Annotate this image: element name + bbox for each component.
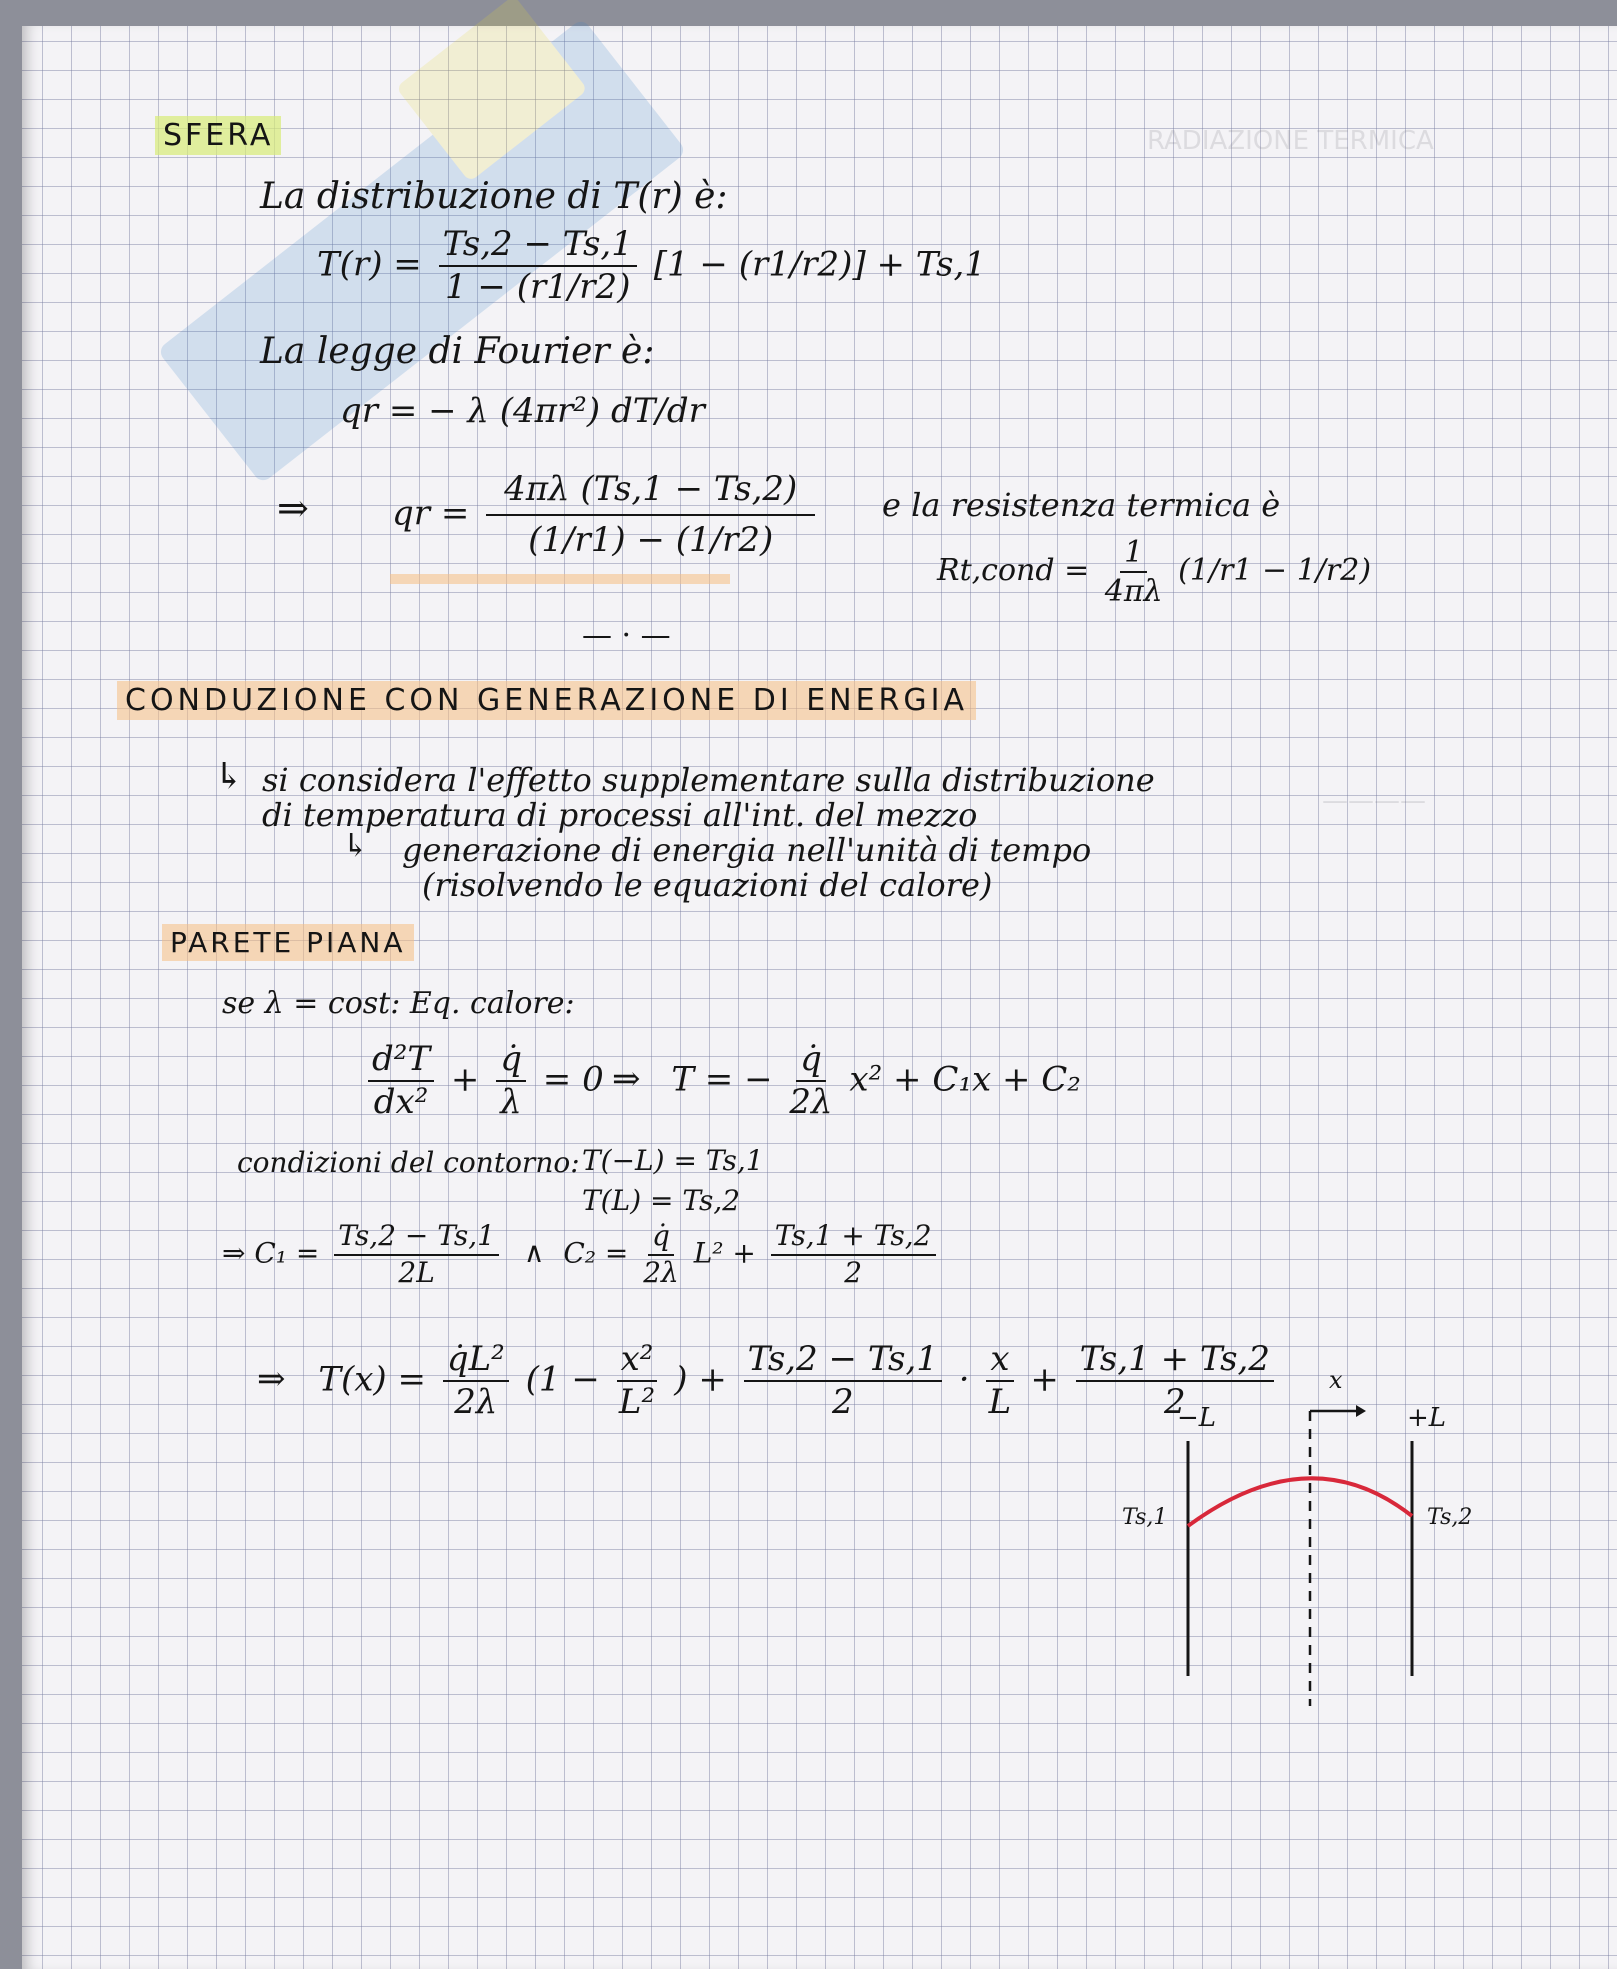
general-solution bbox=[612, 1041, 1081, 1122]
qr-lhs: qr = bbox=[392, 493, 470, 534]
generation-term-numerator: q̇ bbox=[496, 1041, 526, 1082]
second-derivative-numerator: d²T bbox=[368, 1041, 434, 1082]
final-fraction-5-denominator: 2 bbox=[1164, 1382, 1186, 1423]
ts1-label: Ts,1 bbox=[1122, 1505, 1168, 1530]
section-separator: — · — bbox=[582, 618, 671, 653]
equals-zero: = 0 bbox=[542, 1059, 604, 1100]
bleed-through-text: ———— bbox=[1322, 786, 1426, 816]
resistance-bracket: (1/r1 − 1/r2) bbox=[1178, 553, 1372, 588]
boundary-condition-1: T(−L) = Ts,1 bbox=[582, 1144, 764, 1177]
c2-gen-fraction bbox=[643, 1221, 679, 1289]
second-derivative-denominator: dx² bbox=[373, 1082, 429, 1123]
final-fraction-3-denominator: 2 bbox=[831, 1382, 854, 1423]
final-fraction-5-numerator: Ts,1 + Ts,2 bbox=[1076, 1341, 1274, 1382]
solution-rest: x² + C₁x + C₂ bbox=[849, 1059, 1081, 1100]
thermal-resistance-equation bbox=[937, 536, 1371, 608]
c2-lhs: C₂ = bbox=[563, 1236, 629, 1270]
x-axis-label: x bbox=[1329, 1366, 1343, 1394]
section-heading-sfera: SFERA bbox=[155, 116, 281, 155]
t-denominator: 1 − (r1/r2) bbox=[444, 267, 631, 308]
resistance-intro: e la resistenza termica è bbox=[882, 486, 1281, 524]
solution-numerator: q̇ bbox=[796, 1041, 826, 1082]
section-heading-parete-piana: PARETE PIANA bbox=[162, 924, 414, 961]
final-dot: · bbox=[958, 1359, 970, 1400]
t-fraction bbox=[439, 226, 637, 307]
ts2-label: Ts,2 bbox=[1427, 1505, 1473, 1530]
c1-fraction bbox=[334, 1221, 499, 1289]
minus-l-label: −L bbox=[1177, 1403, 1217, 1433]
subpoint-arrow: ↳ bbox=[214, 756, 245, 797]
boundary-conditions-label: condizioni del contorno: bbox=[237, 1146, 580, 1179]
x-axis-arrowhead bbox=[1356, 1405, 1366, 1417]
final-arrow: ⇒ bbox=[257, 1359, 286, 1400]
fourier-equation: qr = − λ (4πr²) dT/dr bbox=[340, 391, 705, 431]
generation-line-1: si considera l'effetto supplementare sulla distribuzione bbox=[262, 761, 1155, 799]
resistance-lhs: Rt,cond = bbox=[937, 553, 1090, 588]
heat-rate-equation bbox=[392, 471, 821, 560]
c2-gen-numerator: q̇ bbox=[648, 1221, 674, 1256]
qr-numerator: 4πλ (Ts,1 − Ts,2) bbox=[486, 471, 815, 516]
solution-lhs: T = − bbox=[671, 1059, 773, 1100]
c1-lhs: ⇒ C₁ = bbox=[222, 1236, 320, 1270]
and-symbol: ∧ bbox=[523, 1236, 545, 1270]
generation-line-3: generazione di energia nell'unità di tempo bbox=[402, 831, 1092, 869]
generation-term bbox=[496, 1041, 526, 1122]
final-lhs: T(x) = bbox=[318, 1359, 426, 1400]
final-paren-close: ) + bbox=[674, 1359, 727, 1400]
final-fraction-2-denominator: L² bbox=[618, 1382, 656, 1423]
final-fraction-2 bbox=[617, 1341, 658, 1422]
highlight-underline bbox=[390, 574, 730, 584]
heat-equation bbox=[362, 1041, 604, 1122]
solution-arrow: ⇒ bbox=[612, 1059, 641, 1100]
constants-equation bbox=[222, 1221, 942, 1289]
boundary-condition-2: T(L) = Ts,2 bbox=[582, 1184, 741, 1217]
qr-fraction bbox=[486, 471, 815, 560]
solution-fraction bbox=[789, 1041, 832, 1122]
resistance-fraction bbox=[1105, 536, 1163, 608]
final-paren-open: (1 − bbox=[525, 1359, 600, 1400]
generation-line-4: (risolvendo le equazioni del calore) bbox=[422, 866, 993, 904]
c2-mean-fraction bbox=[771, 1221, 936, 1289]
c1-numerator: Ts,2 − Ts,1 bbox=[334, 1221, 499, 1256]
final-fraction-2-numerator: x² bbox=[617, 1341, 658, 1382]
final-fraction-3-numerator: Ts,2 − Ts,1 bbox=[744, 1341, 942, 1382]
c2-mean-denominator: 2 bbox=[844, 1255, 863, 1289]
c2-gen-denominator: 2λ bbox=[643, 1255, 679, 1289]
distribution-intro: La distribuzione di T(r) è: bbox=[260, 176, 728, 217]
bleed-through-text: RADIAZIONE TERMICA bbox=[1147, 126, 1434, 156]
final-fraction-1 bbox=[443, 1341, 509, 1422]
resistance-numerator: 1 bbox=[1120, 536, 1147, 573]
final-fraction-4 bbox=[986, 1341, 1013, 1422]
t-lhs: T(r) = bbox=[317, 244, 422, 285]
t-bracket: [1 − (r1/r2)] + Ts,1 bbox=[653, 244, 986, 285]
plus-l-label: +L bbox=[1407, 1403, 1447, 1433]
c1-denominator: 2L bbox=[398, 1255, 435, 1289]
plane-wall-diagram bbox=[1122, 1366, 1522, 1706]
final-plus: + bbox=[1030, 1359, 1059, 1400]
temperature-profile-curve bbox=[1188, 1478, 1412, 1526]
final-fraction-1-numerator: q̇L² bbox=[443, 1341, 509, 1382]
solution-denominator: 2λ bbox=[789, 1082, 833, 1123]
second-derivative bbox=[368, 1041, 434, 1122]
implies-arrow: ⇒ bbox=[277, 486, 309, 530]
qr-denominator: (1/r1) − (1/r2) bbox=[528, 520, 774, 561]
final-fraction-3 bbox=[744, 1341, 942, 1422]
c2-mean-numerator: Ts,1 + Ts,2 bbox=[771, 1221, 936, 1256]
temperature-distribution-equation bbox=[317, 226, 986, 307]
plus-sign: + bbox=[450, 1059, 480, 1100]
section-heading-generazione: CONDUZIONE CON GENERAZIONE DI ENERGIA bbox=[117, 681, 976, 720]
final-fraction-4-numerator: x bbox=[986, 1341, 1013, 1382]
subpoint-arrow-2: ↳ bbox=[342, 826, 369, 864]
constant-lambda-condition: se λ = cost: Eq. calore: bbox=[222, 986, 575, 1021]
fourier-intro: La legge di Fourier è: bbox=[260, 331, 655, 372]
generation-line-2: di temperatura di processi all'int. del mezzo bbox=[262, 796, 978, 834]
resistance-denominator: 4πλ bbox=[1104, 574, 1163, 609]
generation-term-denominator: λ bbox=[500, 1082, 522, 1123]
notebook-page bbox=[22, 26, 1617, 1969]
final-fraction-1-denominator: 2λ bbox=[454, 1382, 498, 1423]
c2-mid: L² + bbox=[693, 1236, 756, 1270]
t-numerator: Ts,2 − Ts,1 bbox=[439, 226, 637, 267]
final-fraction-4-denominator: L bbox=[988, 1382, 1012, 1423]
